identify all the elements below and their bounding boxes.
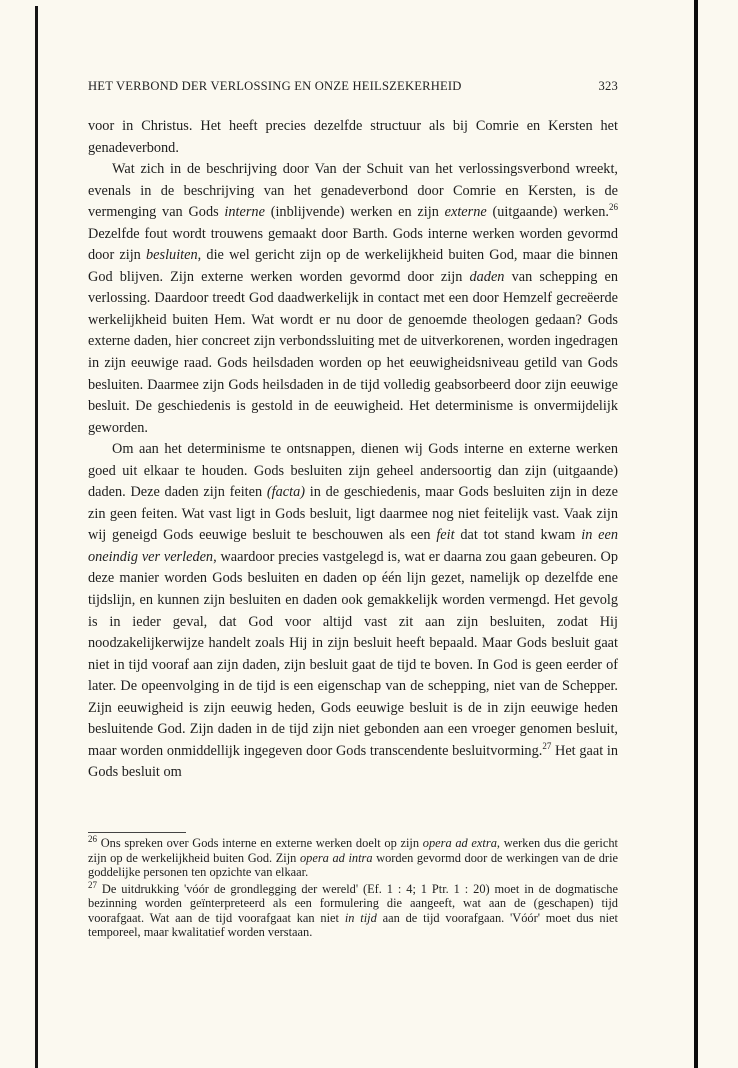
- footnote-26: $^{26}$ Ons spreken over Gods interne en externe werken doelt op zijn opera ad extra, werken dus die gericht zijn op de werkelijkheid buiten God. Zijn opera ad intra worden gevormd door de werkingen van de drie goddelijke personen ten opzichte van elkaar.: [88, 833, 619, 879]
- scan-edge-left: [35, 6, 38, 1068]
- footnotes: [88, 833, 619, 940]
- footnote-27: $^{27}$ De uitdrukking 'vóór de grondlegging der wereld' (Ef. 1 : 4; 1 Ptr. 1 : 20) moet in de dogmatische bezinning worden geïnterpreteerd als een formulering die aangeeft, wat aan de (geschapen) tijd voorafgaat. Wat aan de tijd voorafgaat kan niet in tijd aan de tijd voorafgaan. 'Vóór' moet dus niet temporeel, maar kwalitatief worden verstaan.: [88, 879, 618, 939]
- paragraph-2: Wat zich in de beschrijving door Van der Schuit van het verlossingsverbond wreekt, evenals in de beschrijving van het genadeverbond door Comrie en Kersten, is de vermenging van Gods interne (inblijvende) werken en zijn externe (uitgaande) werken.$^{26}$ Dezelfde fout wordt trouwens gemaakt door Barth. Gods interne werken worden gevormd door zijn besluiten, die wel gericht zijn op de werkelijkheid buiten God, maar die binnen God blijven. Zijn externe werken worden gevormd door zijn daden van schepping en verlossing. Daardoor treedt God daadwerkelijk in contact met een door Hemzelf gecreëerde werkelijkheid buiten Hem. Wat wordt er nu door de genoemde theologen gedaan? Gods externe daden, hier concreet zijn verbondssluiting met de uitverkorenen, worden ingedragen in zijn eeuwige raad. Gods heilsdaden worden op het eeuwigheidsniveau getild van Gods besluiten. Daarmee zijn Gods heilsdaden in de tijd volledig geabsorbeerd door zijn eeuwige besluit. De geschiedenis is gestold in de eeuwigheid. Het determinisme is onvermijdelijk geworden.: [88, 161, 619, 436]
- page-number: 323: [598, 79, 618, 93]
- footnote-ref-26[interactable]: 26: [608, 202, 618, 213]
- paragraph-3: Om aan het determinisme te ontsnappen, dienen wij Gods interne en externe werken goed uit elkaar te houden. Gods besluiten zijn geheel andersoortig dan zijn (uitgaande) daden. Deze daden zijn feiten (facta) in de geschiedenis, maar Gods besluiten zijn in deze zin geen feiten. Wat vast ligt in Gods besluit, ligt daarmee nog niet feitelijk vast. Vaak zijn wij geneigd Gods eeuwige besluit te beschouwen als een feit dat tot stand kwam in een oneindig ver verleden, waardoor precies vastgelegd is, wat er daarna zou gaan gebeuren. Op deze manier worden Gods besluiten en daden op één lijn gezet, namelijk op dezelfde ene tijdslijn, en kunnen zijn besluiten en daden ook gemakkelijk worden vermengd. Het gevolg is in ieder geval, dat God voor altijd vast zit aan zijn besluiten, zodat Hij noodzakelijkerwijze handelt zoals Hij in zijn besluit heeft bepaald. Maar Gods besluit gaat niet in tijd vooraf aan zijn daden, zijn besluit gaat de tijd te boven. In God is geen eerder of later. De opeenvolging in de tijd is een eigenschap van de schepping, niet van de Schepper. Zijn eeuwigheid is zijn eeuwig heden, Gods eeuwige besluit is de in zijn eeuwige heden besluitende God. Zijn daden in de tijd zijn niet gebonden aan een vroeger genomen besluit, maar worden onmiddellijk ingegeven door Gods transcendente besluitvorming.$^{27}$ Het gaat in Gods besluit om: [88, 441, 618, 781]
- footnote-separator: [88, 832, 186, 833]
- running-title: HET VERBOND DER VERLOSSING EN ONZE HEILSZEKERHEID: [88, 79, 462, 93]
- paragraph-1: voor in Christus. Het heeft precies dezelfde structuur als bij Comrie en Kersten het genadeverbond.: [88, 118, 618, 156]
- footnote-ref-27[interactable]: 27: [542, 741, 552, 752]
- scan-edge-right: [694, 0, 698, 1068]
- body-text: [88, 116, 618, 784]
